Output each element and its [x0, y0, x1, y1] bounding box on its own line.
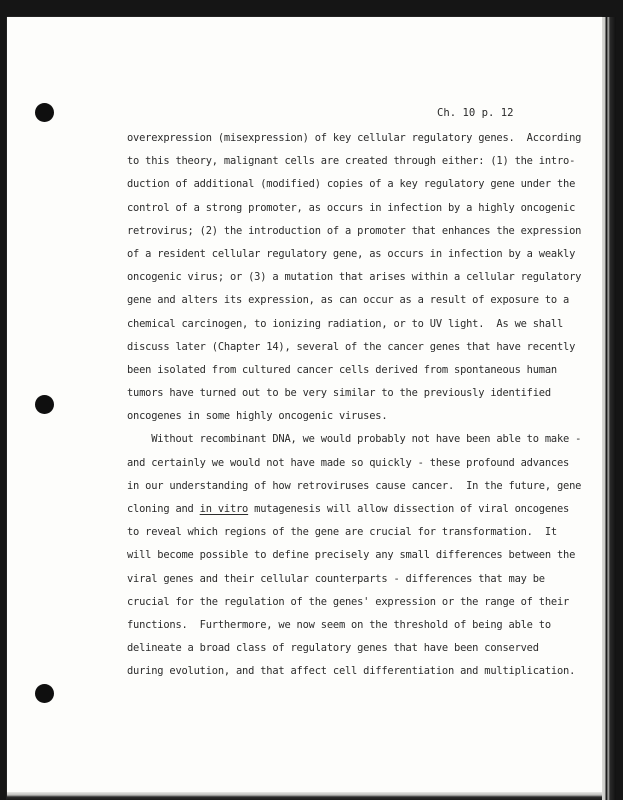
text-line: chemical carcinogen, to ionizing radiation, or to UV light. As we shall: [127, 317, 564, 330]
text-line: of a resident cellular regulatory gene, as occurs in infection by a weakly: [127, 247, 576, 260]
page-reference: Ch. 10 p. 12: [437, 107, 514, 119]
underlined-term: in vitro: [199, 503, 249, 515]
text-line: and certainly we would not have made so quickly - these profound advances: [127, 456, 570, 469]
body-text: [127, 130, 582, 687]
text-line: delineate a broad class of regulatory genes that have been conserved: [127, 642, 539, 655]
text-line: [127, 501, 570, 524]
binder-hole-middle: [35, 395, 54, 414]
text-line: oncogenic virus; or (3) a mutation that arises within a cellular regulatory: [127, 271, 582, 284]
text-line: in our understanding of how retroviruses cause cancer. In the future, gene: [127, 479, 582, 492]
text-line: viral genes and their cellular counterparts - differences that may be: [127, 572, 545, 585]
text-line: to this theory, malignant cells are created through either: (1) the intro-: [127, 155, 576, 168]
text-line: oncogenes in some highly oncogenic viruses.: [127, 410, 388, 423]
text-line: during evolution, and that affect cell differentiation and multiplication.: [127, 665, 576, 678]
text-line: overexpression (misexpression) of key cellular regulatory genes. According: [127, 132, 582, 144]
text-line: tumors have turned out to be very similar to the previously identified: [127, 387, 551, 400]
text-line: Without recombinant DNA, we would probably not have been able to make -: [127, 433, 582, 446]
text-line: duction of additional (modified) copies of a key regulatory gene under the: [127, 178, 576, 191]
text-segment: mutagenesis will allow dissection of viral oncogenes: [248, 503, 570, 515]
text-line: to reveal which regions of the gene are crucial for transformation. It: [127, 526, 557, 539]
text-line: discuss later (Chapter 14), several of the cancer genes that have recently: [127, 340, 576, 353]
page-stack-edge-bottom: [7, 792, 602, 800]
text-line: functions. Furthermore, we now seem on the threshold of being able to: [127, 618, 551, 631]
text-segment: cloning and: [127, 503, 200, 515]
paper-page: [7, 17, 602, 800]
text-line: crucial for the regulation of the genes' expression or the range of their: [127, 595, 570, 608]
binder-hole-bottom: [35, 684, 54, 703]
text-line: gene and alters its expression, as can occur as a result of exposure to a: [127, 294, 570, 307]
binder-hole-top: [35, 103, 54, 122]
text-line: been isolated from cultured cancer cells derived from spontaneous human: [127, 363, 557, 376]
text-line: will become possible to define precisely any small differences between the: [127, 549, 576, 562]
text-line: retrovirus; (2) the introduction of a promoter that enhances the expression: [127, 224, 582, 237]
text-line: control of a strong promoter, as occurs in infection by a highly oncogenic: [127, 201, 576, 214]
page-stack-edge-right: [602, 17, 616, 800]
